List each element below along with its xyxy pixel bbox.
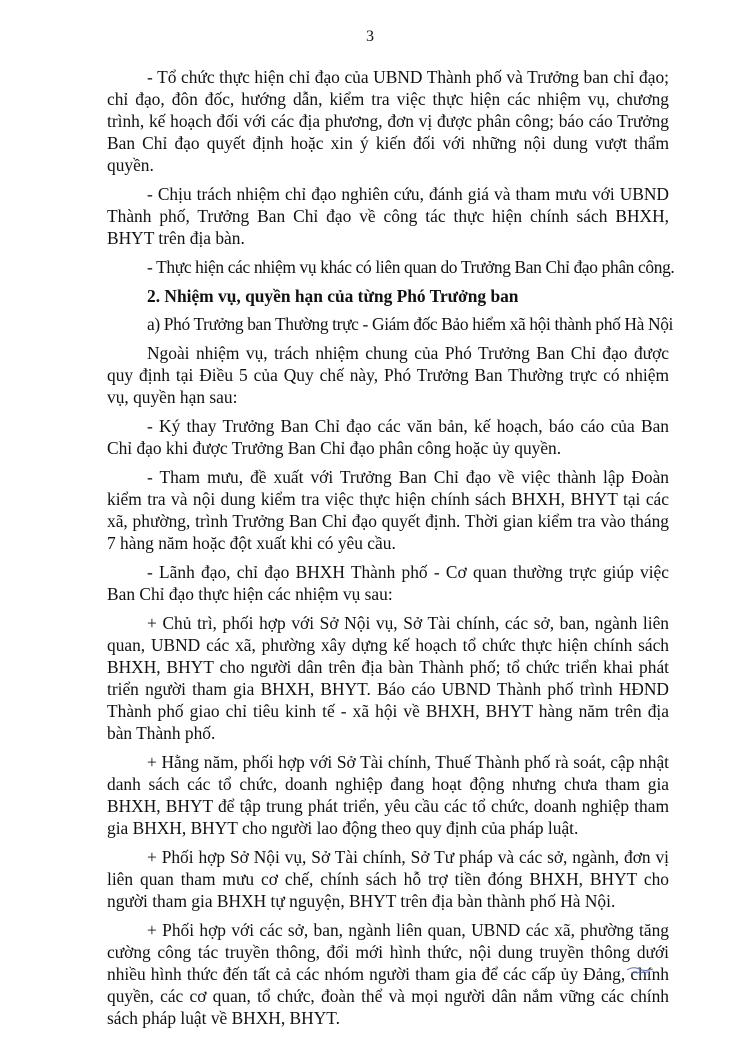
initial-signature-mark: [625, 965, 655, 975]
paragraph-policy-support: + Phối hợp Sở Nội vụ, Sở Tài chính, Sở Tư pháp và các sở, ngành, đơn vị liên quan tham mưu cơ chế, chính sách hỗ trợ tiền đóng BHXH, BHYT cho người tham gia BHXH tự nguyện, BHYT trên địa bàn thành phố Hà Nội.: [107, 847, 669, 911]
paragraph-annual-review: + Hằng năm, phối hợp với Sở Tài chính, Thuế Thành phố rà soát, cập nhật danh sách các tổ chức, doanh nghiệp đang hoạt động nhưng chưa tham gia BHXH, BHYT để tập trung phát triển, yêu cầu các tổ chức, doanh nghiệp tham gia BHXH, BHYT cho người lao động theo quy định của pháp luật.: [107, 752, 669, 838]
paragraph-sign-on-behalf: - Ký thay Trưởng Ban Chỉ đạo các văn bản, kế hoạch, báo cáo của Ban Chỉ đạo khi được Trưởng Ban Chỉ đạo phân công hoặc ủy quyền.: [107, 416, 669, 458]
subsection-heading-standing-deputy: a) Phó Trưởng ban Thường trực - Giám đốc Bảo hiểm xã hội thành phố Hà Nội: [147, 314, 674, 334]
document-body: [107, 66, 675, 1036]
paragraph-plan-coordination: + Chủ trì, phối hợp với Sở Nội vụ, Sở Tài chính, các sở, ban, ngành liên quan, UBND các xã, phường xây dựng kế hoạch tổ chức thực hiện chính sách BHXH, BHYT cho người dân trên địa bàn Thành phố; tổ chức triển khai phát triển người tham gia BHXH, BHYT. Báo cáo UBND Thành phố trình HĐND Thành phố giao chỉ tiêu kinh tế - xã hội về BHXH, BHYT hàng năm trên địa bàn Thành phố.: [107, 613, 669, 743]
page-number: 3: [366, 28, 374, 45]
paragraph-other-tasks: - Thực hiện các nhiệm vụ khác có liên quan do Trưởng Ban Chỉ đạo phân công.: [147, 257, 675, 277]
paragraph-communication: + Phối hợp với các sở, ban, ngành liên quan, UBND các xã, phường tăng cường công tác truyền thông, đổi mới hình thức, nội dung truyền thông dưới nhiều hình thức đến tất cả các nhóm người tham gia để các cấp ủy Đảng, chính quyền, các cơ quan, tổ chức, đoàn thể và mọi người dân nắm vững các chính sách pháp luật về BHXH, BHYT.: [107, 920, 669, 1028]
section-heading-deputy-duties: 2. Nhiệm vụ, quyền hạn của từng Phó Trưởng ban: [147, 286, 519, 306]
paragraph-leadership-tasks: - Tổ chức thực hiện chỉ đạo của UBND Thành phố và Trưởng ban chỉ đạo; chỉ đạo, đôn đốc, hướng dẫn, kiểm tra việc thực hiện các nhiệm vụ, chương trình, kế hoạch đối với các địa phương, đơn vị được phân công; báo cáo Trưởng Ban Chỉ đạo quyết định hoặc xin ý kiến đối với những nội dung vượt thẩm quyền.: [107, 67, 669, 175]
paragraph-inspection-proposal: - Tham mưu, đề xuất với Trưởng Ban Chỉ đạo về việc thành lập Đoàn kiểm tra và nội dung kiểm tra việc thực hiện chính sách BHXH, BHYT tại các xã, phường, trình Trưởng Ban Chỉ đạo quyết định. Thời gian kiểm tra vào tháng 7 hàng năm hoặc đột xuất khi có yêu cầu.: [107, 467, 669, 553]
paragraph-lead-social-insurance: - Lãnh đạo, chỉ đạo BHXH Thành phố - Cơ quan thường trực giúp việc Ban Chỉ đạo thực hiện các nhiệm vụ sau:: [107, 562, 669, 604]
paragraph-research-responsibility: - Chịu trách nhiệm chỉ đạo nghiên cứu, đánh giá và tham mưu với UBND Thành phố, Trưởng Ban Chỉ đạo về công tác thực hiện chính sách BHXH, BHYT trên địa bàn.: [107, 184, 669, 248]
paragraph-general-duties: Ngoài nhiệm vụ, trách nhiệm chung của Phó Trưởng Ban Chỉ đạo được quy định tại Điều 5 của Quy chế này, Phó Trưởng Ban Thường trực có nhiệm vụ, quyền hạn sau:: [107, 343, 669, 407]
